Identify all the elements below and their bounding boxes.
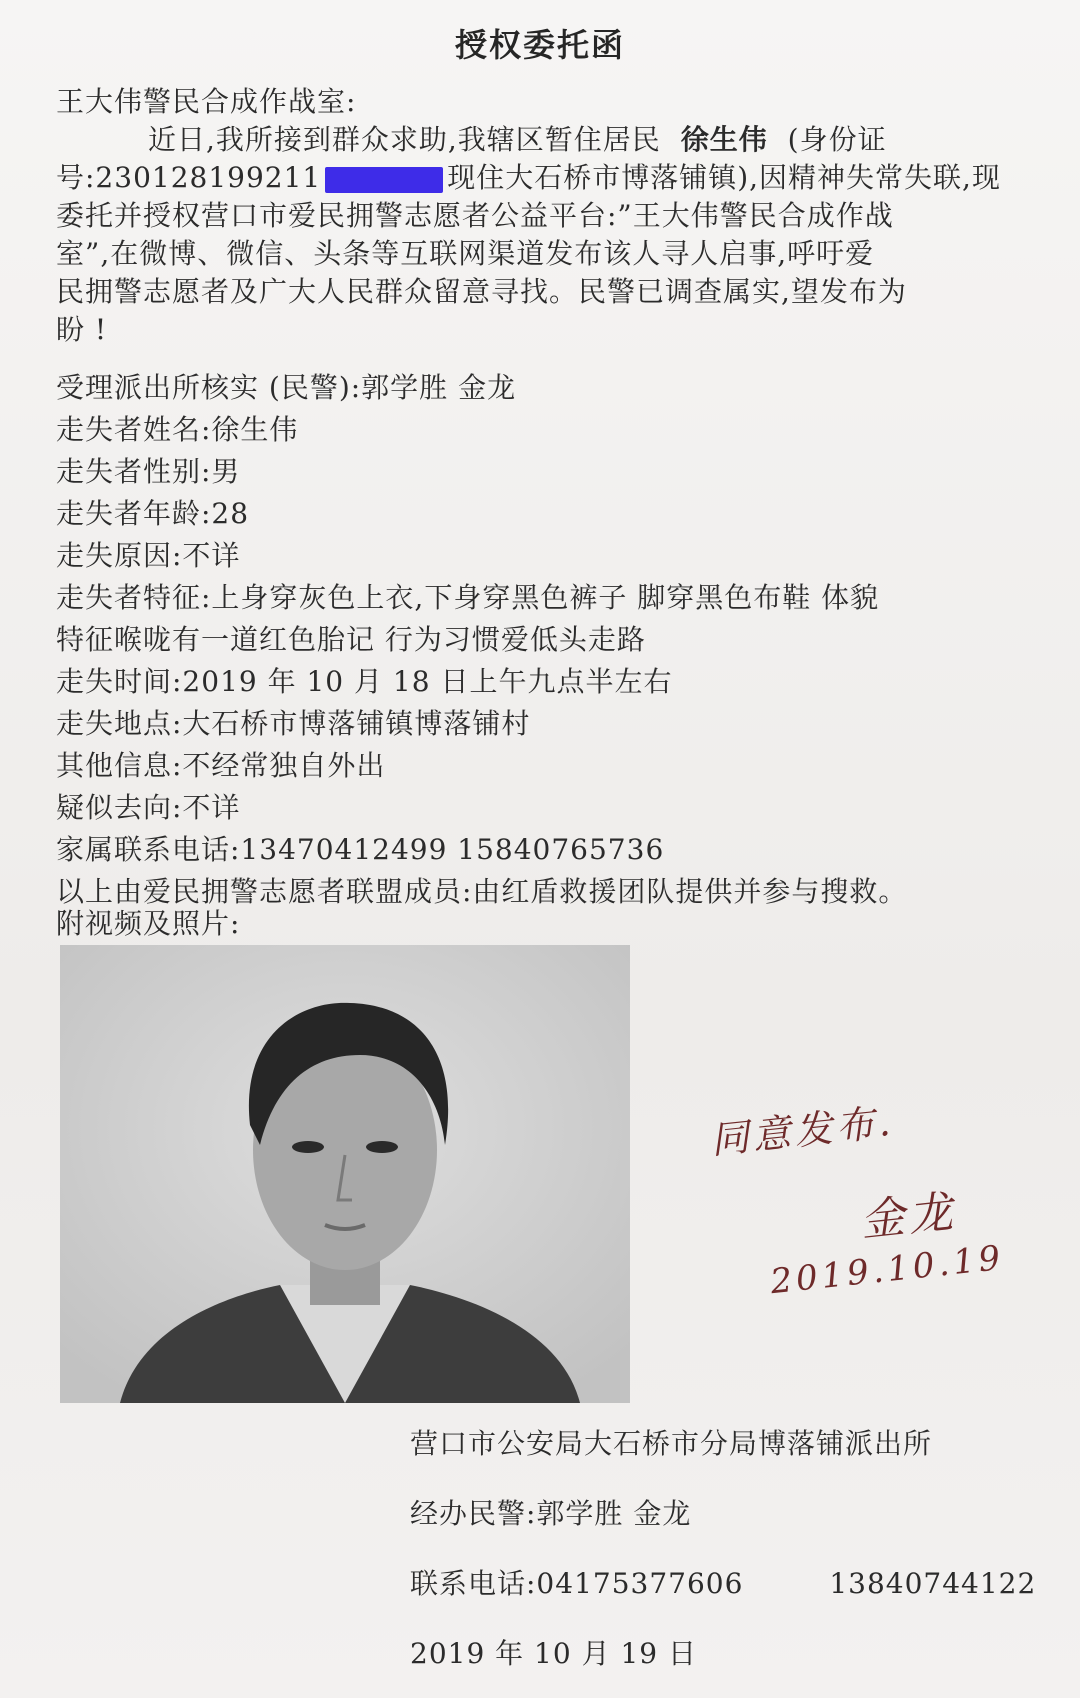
body-line-3: 委托并授权营口市爱民拥警志愿者公益平台:”王大伟警民合成作战 (56, 199, 894, 232)
field-line: 走失者特征:上身穿灰色上衣,下身穿黑色裤子 脚穿黑色布鞋 体貌 (56, 581, 880, 614)
field-line: 附视频及照片: (56, 907, 241, 940)
field-line: 受理派出所核实 (民警):郭学胜 金龙 (56, 371, 517, 404)
field-line: 走失时间:2019 年 10 月 18 日上午九点半左右 (56, 665, 673, 698)
field-line: 走失者性别:男 (56, 455, 241, 488)
contact-phone (410, 1566, 1036, 1602)
body-text: 现住大石桥市博落铺镇),因精神失常失联,现 (447, 161, 1001, 194)
document-date: 2019 年 10 月 19 日 (410, 1637, 698, 1670)
portrait-illustration (60, 945, 630, 1403)
body-line-2 (56, 160, 1001, 196)
field-line: 其他信息:不经常独自外出 (56, 749, 386, 782)
body-line-6: 盼 ! (56, 313, 108, 346)
body-text: 近日,我所接到群众求助,我辖区暂住居民 (148, 123, 661, 156)
field-line: 家属联系电话:13470412499 15840765736 (56, 833, 665, 866)
field-line: 特征喉咙有一道红色胎记 行为习惯爱低头走路 (56, 623, 646, 656)
body-line-1 (148, 122, 887, 158)
police-station: 营口市公安局大石桥市分局博落铺派出所 (410, 1427, 933, 1460)
field-line: 走失者年龄:28 (56, 497, 250, 530)
redaction-block (325, 167, 443, 193)
signature-date: 2019.10.19 (768, 1237, 1007, 1303)
body-line-5: 民拥警志愿者及广大人民群众留意寻找。民警已调查属实,望发布为 (56, 275, 907, 308)
approval-note: 同意发布. (708, 1099, 897, 1163)
field-line: 走失者姓名:徐生伟 (56, 413, 299, 446)
contact-phone-2: 13840744122 (829, 1567, 1037, 1600)
signer-signature: 金龙 (858, 1186, 959, 1247)
handling-officers: 经办民警:郭学胜 金龙 (410, 1497, 692, 1530)
contact-phone-1: 联系电话:04175377606 (410, 1567, 744, 1600)
id-number: 号:230128199211 (56, 161, 322, 194)
resident-name: 徐生伟 (680, 123, 768, 156)
field-line: 疑似去向:不详 (56, 791, 241, 824)
salutation: 王大伟警民合成作战室: (56, 85, 357, 118)
field-line: 走失地点:大石桥市博落铺镇博落铺村 (56, 707, 531, 740)
field-line: 以上由爱民拥警志愿者联盟成员:由红盾救援团队提供并参与搜救。 (56, 875, 908, 908)
body-line-4: 室”,在微博、微信、头条等互联网渠道发布该人寻人启事,呼吁爱 (56, 237, 875, 270)
missing-person-photo (60, 945, 630, 1403)
body-text: (身份证 (787, 123, 887, 156)
handwritten-approval (690, 1080, 1050, 1330)
field-line: 走失原因:不详 (56, 539, 241, 572)
document-title: 授权委托函 (454, 26, 625, 64)
